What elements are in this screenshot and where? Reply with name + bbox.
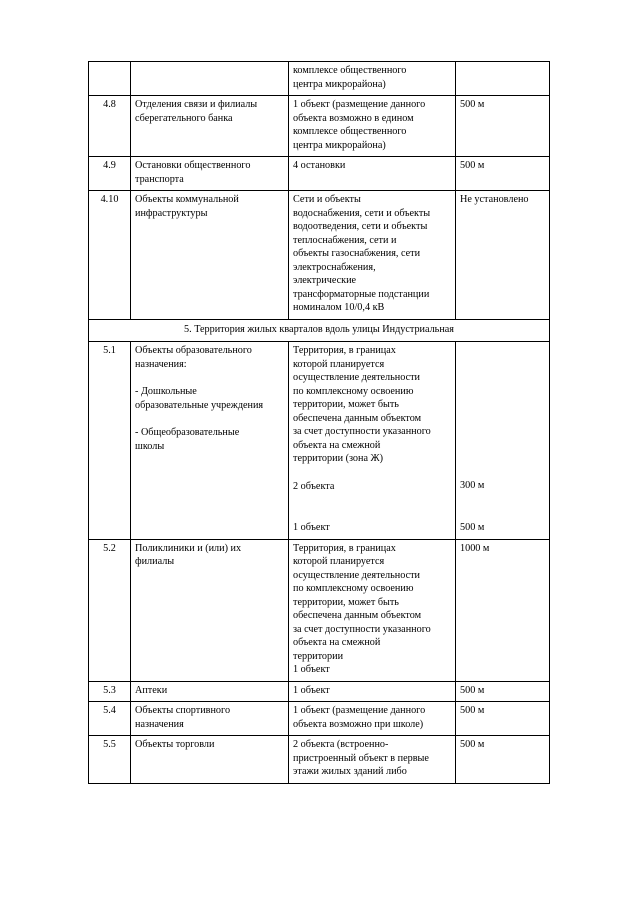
text-line: - Дошкольные: [135, 386, 197, 397]
text-line: Объекты торговли: [135, 739, 215, 750]
table-row: [89, 702, 550, 736]
text-line: пристроенный объект в первые: [293, 752, 429, 764]
table-row: [89, 539, 550, 681]
text-line: Объекты образовательного: [135, 345, 252, 356]
text-line: территории (зона Ж): [293, 453, 384, 464]
text-line: обеспечена данным объектом: [293, 610, 422, 621]
text-line: объекта возможно в едином: [293, 112, 414, 124]
facilities-table: [88, 61, 550, 784]
row-facility-name: [131, 539, 289, 681]
row-facility-name: [131, 191, 289, 320]
text-line: 1 объект (размещение данного: [293, 705, 426, 716]
text-line: объекты газоснабжения, сети: [293, 248, 421, 259]
text-line: по комплексному освоению: [293, 583, 414, 594]
distance-sub-school: 500 м: [460, 521, 485, 533]
text-line: Сети и объекты: [293, 194, 361, 205]
text-line: водоснабжения, сети и объекты: [293, 207, 431, 219]
row-capacity: [289, 342, 456, 540]
text-line: 2 объекта (встроенно-: [293, 739, 389, 750]
text-line: территории, может быть: [293, 596, 399, 608]
row-number: [89, 62, 131, 96]
row-number: 4.10: [89, 191, 131, 320]
capacity-sub-school: 1 объект: [293, 522, 330, 533]
row-distance: 500 м: [456, 736, 550, 784]
table-body-section-4: [89, 62, 550, 320]
text-line: электрические: [293, 275, 357, 286]
row-capacity: [289, 96, 456, 157]
text-line: этажи жилых зданий либо: [293, 766, 407, 777]
text-line: Территория, в границах: [293, 345, 396, 356]
text-line: назначения:: [135, 358, 187, 370]
row-facility-name: [131, 342, 289, 540]
text-line: Остановки общественного: [135, 160, 251, 171]
row-capacity: [289, 681, 456, 702]
text-line: объекта на смежной: [293, 439, 381, 451]
section-5-title: 5. Территория жилых кварталов вдоль улицы Индустриальная: [89, 319, 550, 342]
row-distance: 500 м: [456, 681, 550, 702]
distance-sub-preschool: 300 м: [460, 480, 485, 491]
capacity-main: [293, 344, 451, 466]
row-facility-name: [131, 157, 289, 191]
table-body-row-5-1: [89, 342, 550, 540]
table-body-section-5: [89, 539, 550, 783]
table-body-section-5-header: [89, 319, 550, 342]
row-number: 5.1: [89, 342, 131, 540]
text-line: объекта возможно при школе): [293, 718, 424, 730]
text-line: номиналом 10/0,4 кВ: [293, 302, 385, 313]
text-line: Поликлиники и (или) их: [135, 542, 242, 554]
row-capacity: [289, 62, 456, 96]
row-capacity: [289, 191, 456, 320]
text-line: за счет доступности указанного: [293, 623, 431, 635]
row-distance: [456, 342, 550, 540]
row-number: 5.2: [89, 539, 131, 681]
row-number: 5.3: [89, 681, 131, 702]
row-distance: 500 м: [456, 96, 550, 157]
text-line: центра микрорайона): [293, 78, 386, 90]
text-line: обеспечена данным объектом: [293, 412, 422, 424]
text-line: Отделения связи и филиалы: [135, 99, 258, 110]
row-capacity: [289, 736, 456, 784]
text-line: которой планируется: [293, 556, 385, 567]
text-line: осуществление деятельности: [293, 569, 420, 581]
text-line: осуществление деятельности: [293, 372, 420, 383]
text-line: трансформаторные подстанции: [293, 288, 430, 300]
row-distance: 500 м: [456, 157, 550, 191]
table-row: [89, 342, 550, 540]
table-row: [89, 191, 550, 320]
text-line: территории, может быть: [293, 399, 399, 410]
text-line: образовательные учреждения: [135, 399, 264, 411]
text-line: электроснабжения,: [293, 261, 376, 273]
text-line: территории: [293, 650, 344, 662]
row-facility-name: [131, 62, 289, 96]
table-row: [89, 62, 550, 96]
text-line: транспорта: [135, 173, 184, 185]
text-line: по комплексному освоению: [293, 385, 414, 397]
row-facility-name: [131, 702, 289, 736]
text-line: назначения: [135, 718, 184, 730]
text-line: Аптеки: [135, 684, 168, 696]
row-number: 5.4: [89, 702, 131, 736]
row-facility-name: [131, 736, 289, 784]
text-line: за счет доступности указанного: [293, 426, 431, 437]
text-line: сберегательного банка: [135, 112, 233, 124]
row-distance: 1000 м: [456, 539, 550, 681]
row-facility-name: [131, 681, 289, 702]
text-line: школы: [135, 440, 165, 452]
text-line: которой планируется: [293, 358, 385, 370]
facility-name-sub-preschool: [135, 385, 284, 412]
text-line: комплексе общественного: [293, 65, 407, 76]
text-line: Объекты спортивного: [135, 705, 231, 716]
text-line: инфраструктуры: [135, 207, 208, 219]
text-line: 1 объект (размещение данного: [293, 99, 426, 110]
text-line: центра микрорайона): [293, 139, 386, 151]
text-line: 1 объект: [293, 684, 330, 696]
text-line: объекта на смежной: [293, 637, 381, 648]
row-distance: [456, 62, 550, 96]
table-row: [89, 736, 550, 784]
text-line: теплоснабжения, сети и: [293, 234, 397, 246]
text-line: - Общеобразовательные: [135, 427, 240, 438]
table-row: [89, 157, 550, 191]
row-number: 4.8: [89, 96, 131, 157]
row-distance: Не установлено: [456, 191, 550, 320]
text-line: водоотведения, сети и объекты: [293, 221, 428, 232]
section-header-row: [89, 319, 550, 342]
text-line: филиалы: [135, 556, 175, 567]
row-capacity: [289, 702, 456, 736]
row-number: 5.5: [89, 736, 131, 784]
row-capacity: [289, 157, 456, 191]
table-row: [89, 96, 550, 157]
text-line: 4 остановки: [293, 160, 346, 171]
row-number: 4.9: [89, 157, 131, 191]
facility-name-sub-school: [135, 426, 284, 453]
row-capacity: [289, 539, 456, 681]
text-line: 1 объект: [293, 664, 330, 675]
text-line: комплексе общественного: [293, 126, 407, 137]
capacity-sub-preschool: 2 объекта: [293, 480, 335, 492]
row-facility-name: [131, 96, 289, 157]
text-line: Территория, в границах: [293, 542, 396, 554]
table-row: [89, 681, 550, 702]
facility-name-main: [135, 344, 284, 371]
text-line: Объекты коммунальной: [135, 194, 239, 205]
row-distance: 500 м: [456, 702, 550, 736]
